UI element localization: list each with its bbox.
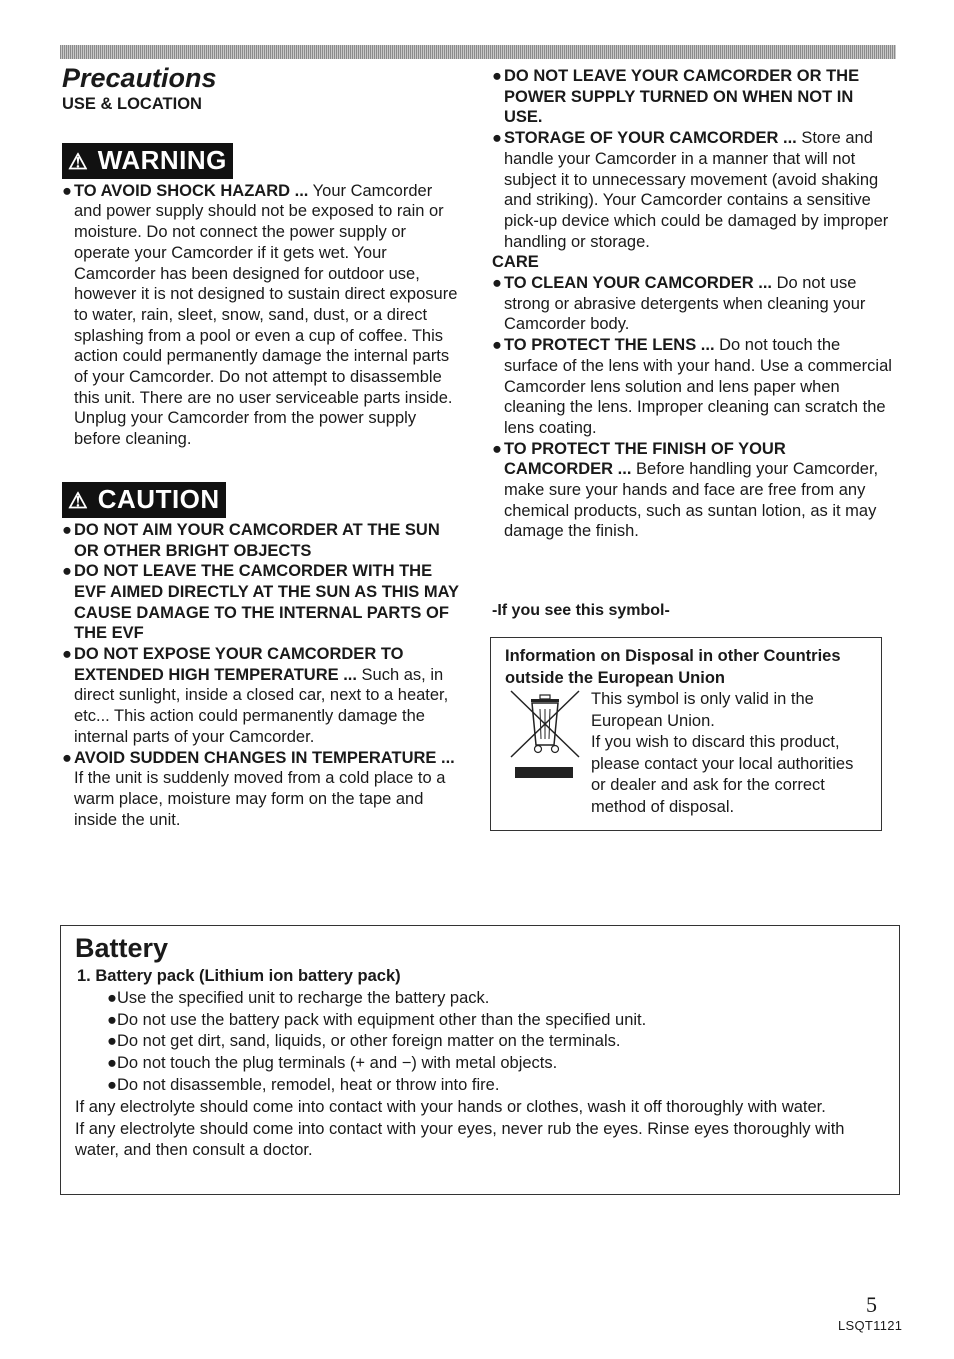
document-id: LSQT1121	[838, 1318, 903, 1333]
battery-bullet: ●Do not touch the plug terminals (+ and −) with metal objects.	[107, 1054, 558, 1073]
warning-item: ● TO AVOID SHOCK HAZARD ... Your Camcorder and power supply should not be exposed to rain or moisture. Do not connect the power supply or operate your Camcorder if it gets wet. Your Camcorder has been designed for outdoor use, however it is not designed to sustain direct exposure to water, rain, sleet, snow, sand, dust, or a direct splashing from a pool or even a cup of coffee. This action could permanently damage the internal parts of your Camcorder. Do not attempt to disassemble this unit. There are no user serviceable parts inside. Unplug your Camcorder from the power supply before cleaning.	[62, 181, 458, 449]
page-number: 5	[866, 1292, 877, 1317]
battery-title: Battery	[75, 933, 169, 963]
battery-paragraph: If any electrolyte should come into contact with your eyes, never rub the eyes. Rinse eyes thoroughly with water, and then consult a doctor.	[75, 1119, 845, 1160]
symbol-caption: -If you see this symbol-	[492, 602, 670, 619]
disposal-heading: Information on Disposal in other Countries outside the European Union	[505, 647, 841, 687]
disposal-text: If you wish to discard this product, please contact your local authorities or dealer and ask for the correct method of disposal.	[591, 733, 854, 816]
caution-item: ● DO NOT EXPOSE YOUR CAMCORDER TO EXTENDED HIGH TEMPERATURE ... Such as, in direct sunlight, inside a closed car, next to a heater, etc... This action could permanently damage the internal parts of your Camcorder.	[62, 645, 449, 746]
care-item: ● TO CLEAN YOUR CAMCORDER ... Do not use strong or abrasive detergents when cleaning your Camcorder body.	[492, 274, 866, 334]
caution-item: ● AVOID SUDDEN CHANGES IN TEMPERATURE ... If the unit is suddenly moved from a cold place to a warm place, moisture may form on the tape and inside the unit.	[62, 748, 455, 829]
warning-triangle-icon: ⚠	[68, 148, 89, 174]
warning-label: WARNING	[97, 144, 227, 175]
page-title: Precautions	[62, 63, 217, 93]
header-rule	[60, 45, 896, 59]
caution-banner	[62, 482, 226, 518]
battery-paragraph: If any electrolyte should come into contact with your hands or clothes, wash it off thoroughly with water.	[75, 1097, 826, 1116]
disposal-info-box	[490, 637, 882, 831]
battery-bullet: ●Use the specified unit to recharge the battery pack.	[107, 988, 490, 1007]
care-heading: CARE	[492, 253, 539, 272]
precaution-item: ● STORAGE OF YOUR CAMCORDER ... Store and handle your Camcorder in a manner that will not subject it to unnecessary movement (avoid shaking and striking). Your Camcorder contains a sensitive pick-up device which could be damaged by improper handling or storage.	[492, 129, 889, 251]
crossed-bin-icon	[505, 689, 591, 818]
caution-triangle-icon: ⚠	[68, 487, 89, 513]
warning-banner	[62, 143, 233, 179]
disposal-text: This symbol is only valid in the European Union.	[591, 690, 814, 730]
battery-subheading: 1. Battery pack (Lithium ion battery pack)	[77, 967, 401, 985]
battery-bullet: ●Do not get dirt, sand, liquids, or other foreign matter on the terminals.	[107, 1032, 621, 1051]
care-item: ● TO PROTECT THE FINISH OF YOUR CAMCORDER ... Before handling your Camcorder, make sure your hands and face are free from any chemical products, such as suntan lotion, as it may damage the finish.	[492, 439, 879, 541]
battery-bullet: ●Do not use the battery pack with equipment other than the specified unit.	[107, 1010, 647, 1029]
battery-bullet: ●Do not disassemble, remodel, heat or throw into fire.	[107, 1075, 500, 1094]
caution-item: ● DO NOT LEAVE THE CAMCORDER WITH THE EVF AIMED DIRECTLY AT THE SUN AS THIS MAY CAUSE DAMAGE TO THE INTERNAL PARTS OF THE EVF	[62, 562, 459, 643]
battery-section	[60, 925, 900, 1195]
caution-item: ● DO NOT AIM YOUR CAMCORDER AT THE SUN OR OTHER BRIGHT OBJECTS	[62, 520, 440, 560]
precaution-item: ● DO NOT LEAVE YOUR CAMCORDER OR THE POWER SUPPLY TURNED ON WHEN NOT IN USE.	[492, 67, 860, 127]
care-item: ● TO PROTECT THE LENS ... Do not touch the surface of the lens with your hand. Use a commercial Camcorder lens solution and lens paper when cleaning the lens. Improper cleaning can scratch the lens coating.	[492, 336, 892, 437]
caution-label: CAUTION	[97, 483, 220, 514]
section-subtitle: USE & LOCATION	[62, 95, 202, 113]
right-column	[492, 66, 896, 542]
left-column	[62, 62, 464, 830]
